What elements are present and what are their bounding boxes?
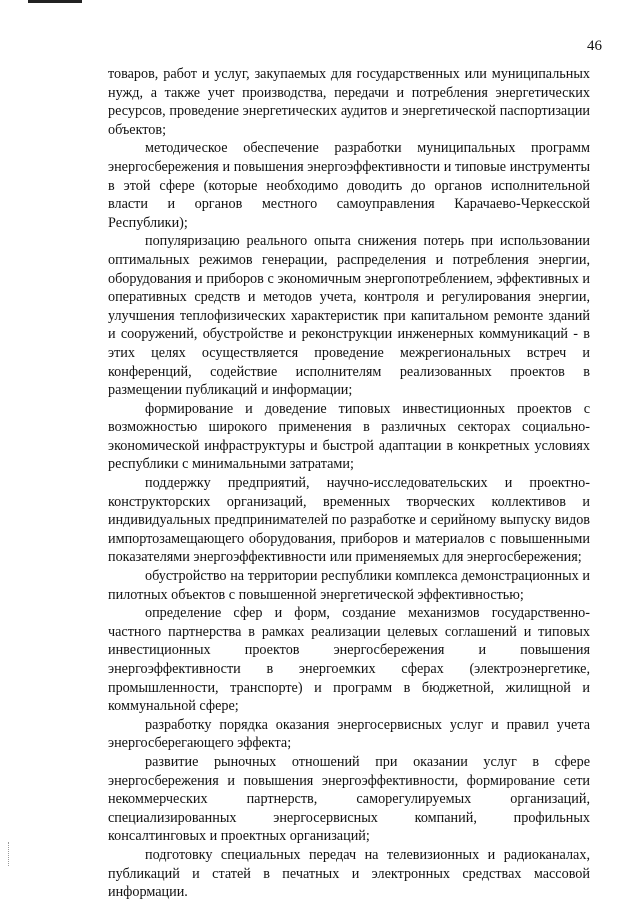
- document-body: [108, 65, 590, 902]
- paragraph-support: поддержку предприятий, научно-исследовательских и проектно-конструкторских организаций, временных творческих коллективов и индивидуальных предпринимателей по разработке и серийному выпуску видов импортозамещающего оборудования, приборов и материалов с повышенными показателями энергоэффективности или применяемых для энергосбережения;: [108, 475, 590, 566]
- scan-edge-mark: [28, 0, 82, 3]
- paragraph-media: подготовку специальных передач на телевизионных и радиоканалах, публикаций и статей в печатных и электронных средствах массовой информации.: [108, 846, 590, 901]
- paragraph-investment-projects: формирование и доведение типовых инвестиционных проектов с возможностью широкого применения в различных секторах социально-экономической инфраструктуры и быстрой адаптации в конкретных условиях республики с минимальными затратами;: [108, 400, 590, 473]
- paragraph-market-development: развитие рыночных отношений при оказании услуг в сфере энергосбережения и повышения энергоэффективности, формирование сети некоммерческих партнерств, саморегулируемых организаций, специализированных энергосервисных компаний, профильных консалтинговых и проектных организаций;: [108, 753, 590, 845]
- paragraph-continuation: товаров, работ и услуг, закупаемых для государственных или муниципальных нужд, а также учет производства, передачи и потребления энергетических ресурсов, проведение энергетических аудитов и энергетической паспортизации объектов;: [108, 66, 590, 138]
- paragraph-partnership: определение сфер и форм, создание механизмов государственно-частного партнерства в рамках реализации целевых соглашений и типовых инвестиционных проектов энергосбережения и повышения энергоэффективности в энергоемких сферах (электроэнергетике, промышленности, транспорте) и программ в бюджетной, жилищной и коммунальной сфере;: [108, 605, 590, 715]
- paragraph-popularization: популяризацию реального опыта снижения потерь при использовании оптимальных режимов генерации, распределения и потребления энергии, оборудования и приборов с экономичным энергопотреблением, эффективных и оперативных средств и методов учета, контроля и регулирования энергии, улучшения теплофизических характеристик при капитальном ремонте зданий и сооружений, обустройстве и реконструкции инженерных коммуникаций - в этих целях осуществляется проведение межрегиональных встреч и конференций, содействие исполнителям реализованных проектов в размещении публикаций и информации;: [108, 233, 590, 399]
- paragraph-demonstration-objects: обустройство на территории республики комплекса демонстрационных и пилотных объектов с повышенной энергетической эффективностью;: [108, 568, 590, 603]
- paragraph-methodology: методическое обеспечение разработки муниципальных программ энергосбережения и повышения энергоэффективности и типовые инструменты в этой сфере (которые необходимо доводить до органов исполнительной власти и органов местного самоуправления Карачаево-Черкесской Республики);: [108, 140, 590, 231]
- margin-scan-dots: [8, 842, 13, 866]
- page-number: 46: [587, 38, 602, 54]
- paragraph-energy-service: разработку порядка оказания энергосервисных услуг и правил учета энергосберегающего эффекта;: [108, 716, 590, 752]
